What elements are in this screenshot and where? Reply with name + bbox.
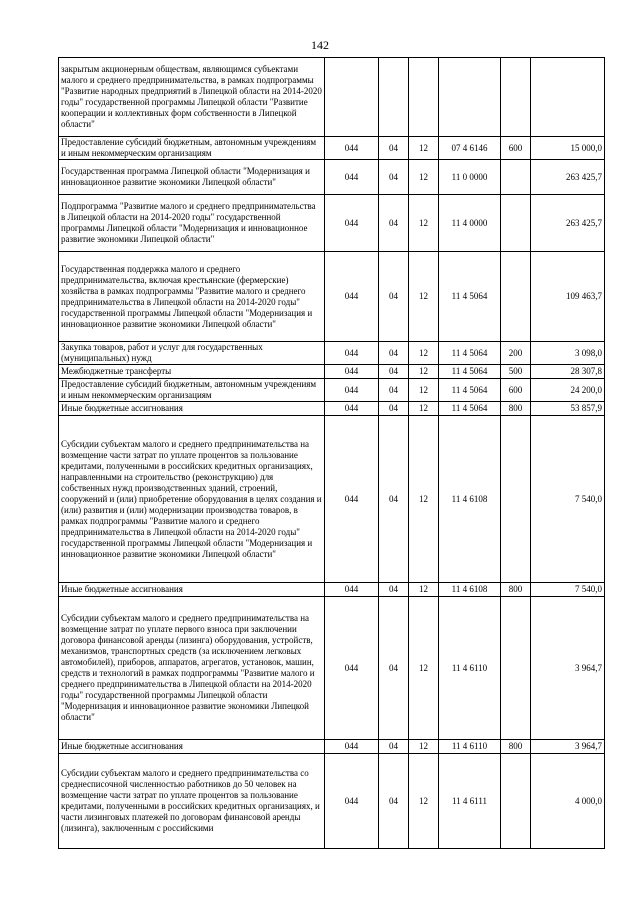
- cell-sum: 24 200,0: [531, 379, 605, 402]
- cell-subsection: 12: [409, 740, 439, 754]
- cell-expense: 600: [501, 137, 531, 160]
- table-row: [59, 342, 605, 365]
- table-row: [59, 597, 605, 740]
- cell-target: 07 4 6146: [439, 137, 501, 160]
- cell-section: 04: [379, 754, 409, 849]
- cell-target: 11 4 5064: [439, 342, 501, 365]
- cell-section: 04: [379, 379, 409, 402]
- cell-name: Предоставление субсидий бюджетным, автономным учреждениям и иным некоммерческим организациям: [59, 379, 325, 402]
- cell-subsection: 12: [409, 365, 439, 379]
- cell-target: 11 4 5064: [439, 365, 501, 379]
- cell-subsection: 12: [409, 583, 439, 597]
- cell-name: Закупка товаров, работ и услуг для государственных (муниципальных) нужд: [59, 342, 325, 365]
- table-row: [59, 583, 605, 597]
- cell-section: 04: [379, 137, 409, 160]
- cell-section: 04: [379, 365, 409, 379]
- cell-section: 04: [379, 195, 409, 252]
- cell-sum: [531, 58, 605, 137]
- cell-subsection: 12: [409, 137, 439, 160]
- cell-sum: 53 857,9: [531, 402, 605, 416]
- cell-sum: 3 964,7: [531, 597, 605, 740]
- cell-target: 11 4 6110: [439, 740, 501, 754]
- cell-subsection: 12: [409, 597, 439, 740]
- cell-section: 04: [379, 402, 409, 416]
- cell-subsection: 12: [409, 416, 439, 583]
- cell-expense: [501, 160, 531, 195]
- cell-expense: 800: [501, 402, 531, 416]
- cell-sum: 7 540,0: [531, 416, 605, 583]
- cell-target: 11 4 5064: [439, 402, 501, 416]
- cell-name: закрытым акционерным обществам, являющимся субъектами малого и среднего предпринимательства, в рамках подпрограммы "Развитие народных предприятий в Липецкой области на 2014-2020 годы" государственной программы Липецкой области "Развитие кооперации и коллективных форм собственности в Липецкой области": [59, 58, 325, 137]
- cell-section: 04: [379, 252, 409, 342]
- cell-name: Государственная поддержка малого и среднего предпринимательства, включая крестьянские (фермерские) хозяйства в рамках подпрограммы "Развитие малого и среднего предпринимательства в Липецкой области на 2014-2020 годы" государственной программы Липецкой области "Модернизация и инновационное развитие экономики Липецкой области": [59, 252, 325, 342]
- page-number: 142: [311, 38, 329, 52]
- cell-expense: [501, 754, 531, 849]
- table-row: [59, 58, 605, 137]
- cell-sum: 4 000,0: [531, 754, 605, 849]
- cell-expense: 800: [501, 583, 531, 597]
- cell-target: 11 4 5064: [439, 379, 501, 402]
- cell-ministry: 044: [325, 402, 379, 416]
- cell-expense: [501, 597, 531, 740]
- cell-subsection: 12: [409, 160, 439, 195]
- cell-ministry: 044: [325, 137, 379, 160]
- cell-name: Субсидии субъектам малого и среднего предпринимательства на возмещение части затрат по уплате процентов за пользование кредитами, полученными в российских кредитных организациях, направленными на строительство (реконструкцию) для собственных нужд производственных зданий, строений, сооружений и (или) приобретение оборудования в целях создания и (или) развития и (или) модернизации производства товаров, в рамках подпрограммы "Развитие малого и среднего предпринимательства в Липецкой области на 2014-2020 годы" государственной программы Липецкой области "Модернизация и инновационное развитие экономики Липецкой области": [59, 416, 325, 583]
- cell-target: 11 4 6108: [439, 583, 501, 597]
- cell-section: [379, 58, 409, 137]
- cell-section: 04: [379, 416, 409, 583]
- cell-ministry: 044: [325, 583, 379, 597]
- budget-table: [58, 57, 605, 849]
- cell-sum: 3 098,0: [531, 342, 605, 365]
- table-row: [59, 137, 605, 160]
- cell-expense: 600: [501, 379, 531, 402]
- cell-expense: 200: [501, 342, 531, 365]
- cell-name: Субсидии субъектам малого и среднего предпринимательства со среднесписочной численностью работников до 50 человек на возмещение части затрат по уплате процентов за пользование кредитами, полученными в российских кредитных организациях, и части лизинговых платежей по договорам финансовой аренды (лизинга), заключенным с российскими: [59, 754, 325, 849]
- cell-ministry: 044: [325, 740, 379, 754]
- cell-ministry: 044: [325, 416, 379, 583]
- cell-section: 04: [379, 583, 409, 597]
- cell-ministry: 044: [325, 754, 379, 849]
- cell-target: 11 4 0000: [439, 195, 501, 252]
- cell-subsection: 12: [409, 379, 439, 402]
- cell-ministry: 044: [325, 379, 379, 402]
- table-row: [59, 379, 605, 402]
- cell-expense: [501, 252, 531, 342]
- cell-target: 11 0 0000: [439, 160, 501, 195]
- cell-name: Подпрограмма "Развитие малого и среднего предпринимательства в Липецкой области на 2014-2020 годы" государственной программы Липецкой области "Модернизация и инновационное развитие экономики Липецкой области": [59, 195, 325, 252]
- cell-name: Государственная программа Липецкой области "Модернизация и инновационное развитие экономики Липецкой области": [59, 160, 325, 195]
- cell-expense: [501, 195, 531, 252]
- cell-sum: 15 000,0: [531, 137, 605, 160]
- cell-expense: [501, 416, 531, 583]
- cell-sum: 263 425,7: [531, 160, 605, 195]
- cell-target: 11 4 6111: [439, 754, 501, 849]
- table-row: [59, 754, 605, 849]
- cell-sum: 263 425,7: [531, 195, 605, 252]
- table-row: [59, 402, 605, 416]
- cell-target: 11 4 6110: [439, 597, 501, 740]
- cell-section: 04: [379, 597, 409, 740]
- cell-subsection: [409, 58, 439, 137]
- cell-section: 04: [379, 160, 409, 195]
- cell-subsection: 12: [409, 252, 439, 342]
- cell-expense: [501, 58, 531, 137]
- cell-ministry: 044: [325, 160, 379, 195]
- cell-section: 04: [379, 740, 409, 754]
- cell-subsection: 12: [409, 195, 439, 252]
- cell-sum: 3 964,7: [531, 740, 605, 754]
- cell-sum: 7 540,0: [531, 583, 605, 597]
- cell-ministry: 044: [325, 365, 379, 379]
- cell-ministry: [325, 58, 379, 137]
- cell-subsection: 12: [409, 342, 439, 365]
- table-row: [59, 195, 605, 252]
- cell-target: [439, 58, 501, 137]
- cell-name: Иные бюджетные ассигнования: [59, 402, 325, 416]
- cell-name: Межбюджетные трансферты: [59, 365, 325, 379]
- cell-target: 11 4 6108: [439, 416, 501, 583]
- cell-ministry: 044: [325, 195, 379, 252]
- cell-expense: 800: [501, 740, 531, 754]
- cell-sum: 28 307,8: [531, 365, 605, 379]
- cell-sum: 109 463,7: [531, 252, 605, 342]
- table-row: [59, 252, 605, 342]
- table-row: [59, 740, 605, 754]
- cell-name: Предоставление субсидий бюджетным, автономным учреждениям и иным некоммерческим организациям: [59, 137, 325, 160]
- cell-ministry: 044: [325, 342, 379, 365]
- cell-target: 11 4 5064: [439, 252, 501, 342]
- table-row: [59, 160, 605, 195]
- cell-name: Иные бюджетные ассигнования: [59, 740, 325, 754]
- cell-subsection: 12: [409, 754, 439, 849]
- cell-section: 04: [379, 342, 409, 365]
- cell-ministry: 044: [325, 597, 379, 740]
- cell-ministry: 044: [325, 252, 379, 342]
- cell-expense: 500: [501, 365, 531, 379]
- table-row: [59, 416, 605, 583]
- cell-name: Субсидии субъектам малого и среднего предпринимательства на возмещение затрат по уплате первого взноса при заключении договора финансовой аренды (лизинга) оборудования, устройств, механизмов, транспортных средств (за исключением легковых автомобилей), приборов, аппаратов, агрегатов, установок, машин, средств и технологий в рамках подпрограммы "Развитие малого и среднего предпринимательства в Липецкой области на 2014-2020 годы" государственной программы Липецкой области "Модернизация и инновационное развитие экономики Липецкой области": [59, 597, 325, 740]
- cell-name: Иные бюджетные ассигнования: [59, 583, 325, 597]
- table-row: [59, 365, 605, 379]
- cell-subsection: 12: [409, 402, 439, 416]
